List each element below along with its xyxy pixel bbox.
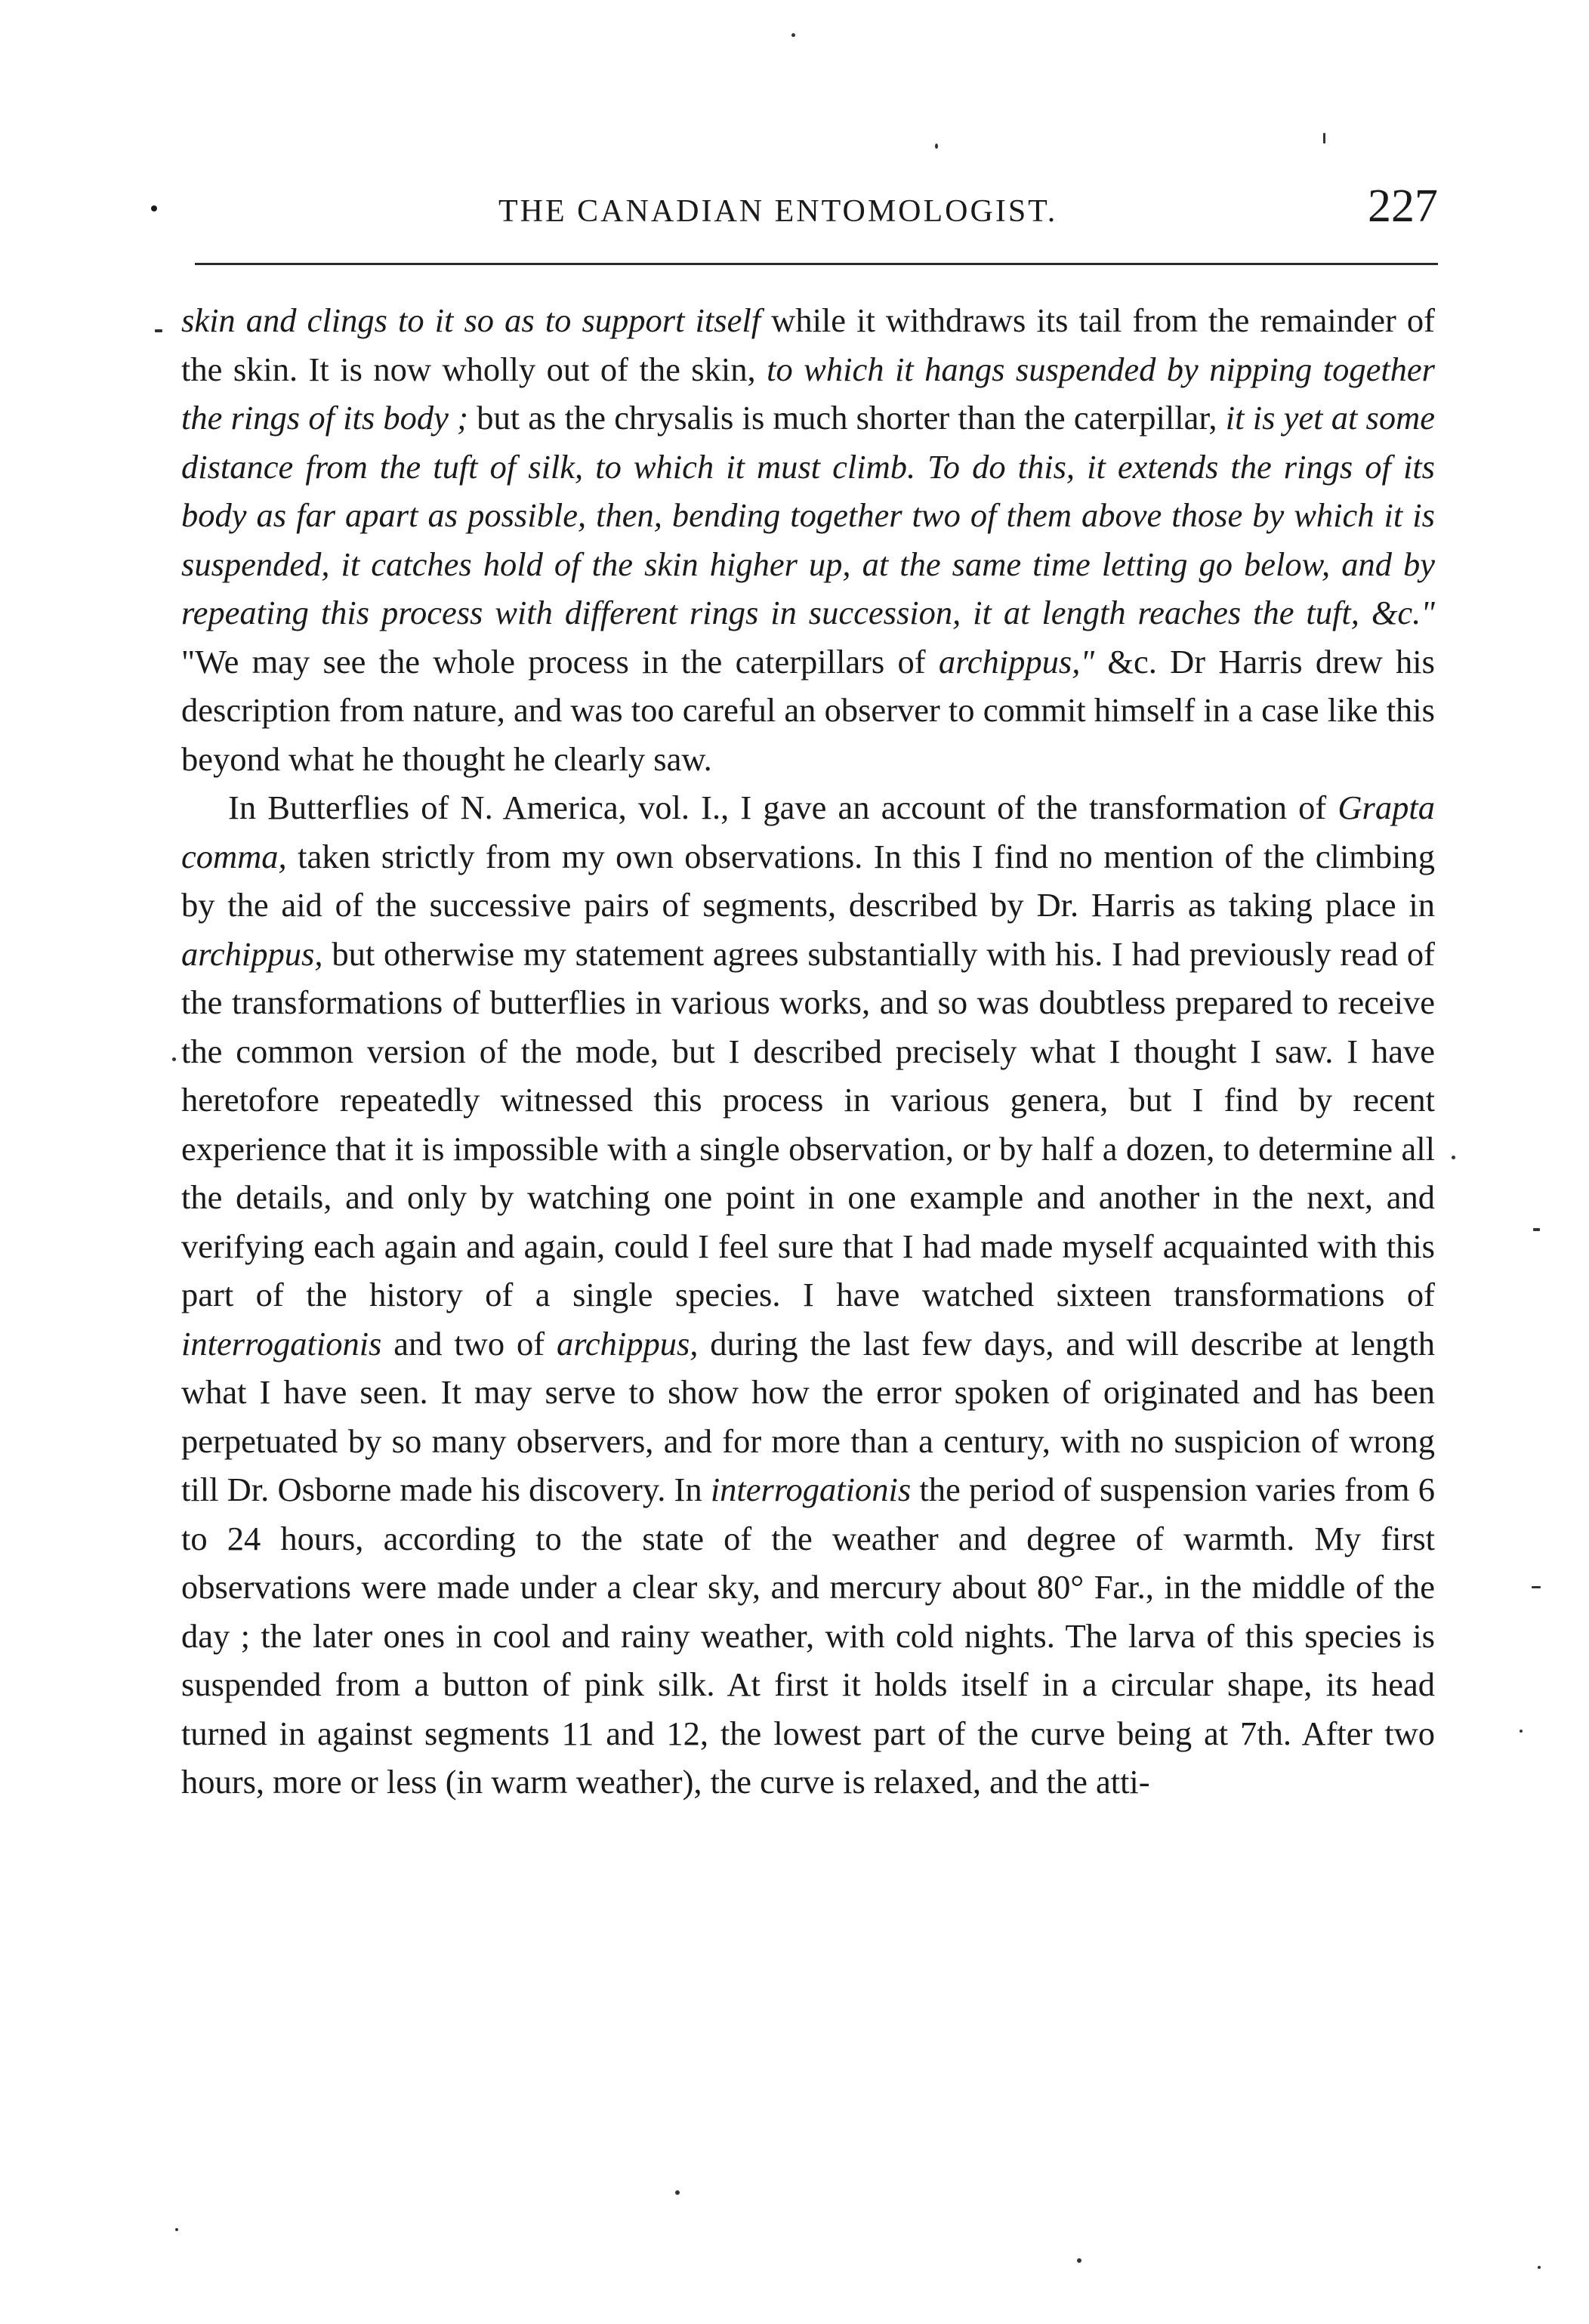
- scan-speck: [1452, 1156, 1455, 1159]
- body-text: [181, 296, 1435, 1807]
- text-run: while it withdraws its tail from the remainder of the skin. It is now wholly out of the skin,: [181, 301, 1436, 388]
- text-run: taken strictly from my own observations. In this I find no mention of the climbing by the aid of the successive pairs of segments, described by Dr. Harris as taking place in: [181, 837, 1435, 924]
- margin-dot: [151, 205, 157, 211]
- italic-text-run: skin and clings to it so as to support itself: [181, 301, 761, 339]
- scan-speck: [1533, 1228, 1540, 1231]
- italic-text-run: Grapta comma,: [181, 789, 1435, 875]
- paragraph-butterflies: [181, 783, 1435, 1807]
- text-run: and two of: [381, 1324, 557, 1363]
- text-run: the period of suspension varies from 6 to 24 hours, according to the state of the weather and degree of warmth. My first observations were made under a clear sky, and mercury about 80° Far., in the middle of the day ; the later ones in cool and rainy weather, with cold nights. The larva of this species is suspended from a button of pink silk. At first it holds itself in a circular shape, its head turned in against segments 11 and 12, the lowest part of the curve being at 7th. After two hours, more or less (in warm weather), the curve is relaxed, and the atti-: [181, 1471, 1435, 1801]
- scan-speck: [1323, 133, 1325, 144]
- running-head: [181, 165, 1438, 232]
- journal-title: THE CANADIAN ENTOMOLOGIST.: [498, 194, 1058, 229]
- scan-speck: [791, 33, 795, 37]
- italic-text-run: interrogationis: [710, 1471, 912, 1508]
- text-run: In Butterflies of N. America, vol. I., I gave an account of the transformation of: [228, 789, 1338, 826]
- italic-text-run: it is yet at some distance from the tuft of silk, to which it must climb. To do this, it extends the rings of its body as far apart as possible, then, bending together two of them above those by which it is suspended, it catches hold of the skin higher up, at the same time letting go below, and by repeating this process with different rings in succession, it at length reaches the tuft, &c.": [181, 399, 1435, 631]
- scan-speck: [155, 329, 162, 332]
- italic-text-run: interrogationis: [181, 1324, 382, 1363]
- text-run: during the last few days, and will describe at length what I have seen. It may serve to show how the error spoken of originated and has been perpetuated by so many observers, and for more than a century, with no suspicion of wrong till Dr. Osborne made his discovery. In: [181, 1324, 1435, 1508]
- text-run: but as the chrysalis is much shorter than the caterpillar,: [467, 399, 1226, 437]
- scan-speck: [935, 144, 938, 149]
- scan-speck: [172, 1057, 176, 1061]
- italic-text-run: archippus,: [181, 934, 323, 973]
- italic-text-run: archippus,": [938, 642, 1095, 681]
- scan-speck: [1077, 2258, 1081, 2263]
- paragraph-continued: [181, 296, 1435, 783]
- scan-speck: [1520, 1730, 1523, 1733]
- scan-speck: [175, 2228, 178, 2231]
- text-run: &c. Dr Harris drew his description from nature, and was too careful an observer to commit himself in a case like this beyond what he thought he clearly saw.: [181, 642, 1435, 778]
- text-run: "We may see the whole process in the caterpillars of: [181, 642, 939, 681]
- scan-speck: [1532, 1586, 1541, 1588]
- scan-speck: [1538, 2266, 1541, 2269]
- page-number: 227: [1368, 181, 1438, 232]
- header-rule: [195, 263, 1438, 265]
- italic-text-run: archippus,: [556, 1324, 699, 1363]
- scan-speck: [675, 2190, 680, 2195]
- text-run: but otherwise my statement agrees substantially with his. I had previously read of the transformations of butterflies in various works, and so was doubtless prepared to receive the common version of the mode, but I described precisely what I thought I saw. I have heretofore repeatedly witnessed this process in various genera, but I find by recent experience that it is impossible with a single observation, or by half a dozen, to determine all the details, and only by watching one point in one example and another in the next, and verifying each again and again, could I feel sure that I had made myself acquainted with this part of the history of a single species. I have watched sixteen transformations of: [181, 934, 1435, 1313]
- italic-text-run: to which it hangs suspended by nipping together the rings of its body ;: [181, 350, 1435, 437]
